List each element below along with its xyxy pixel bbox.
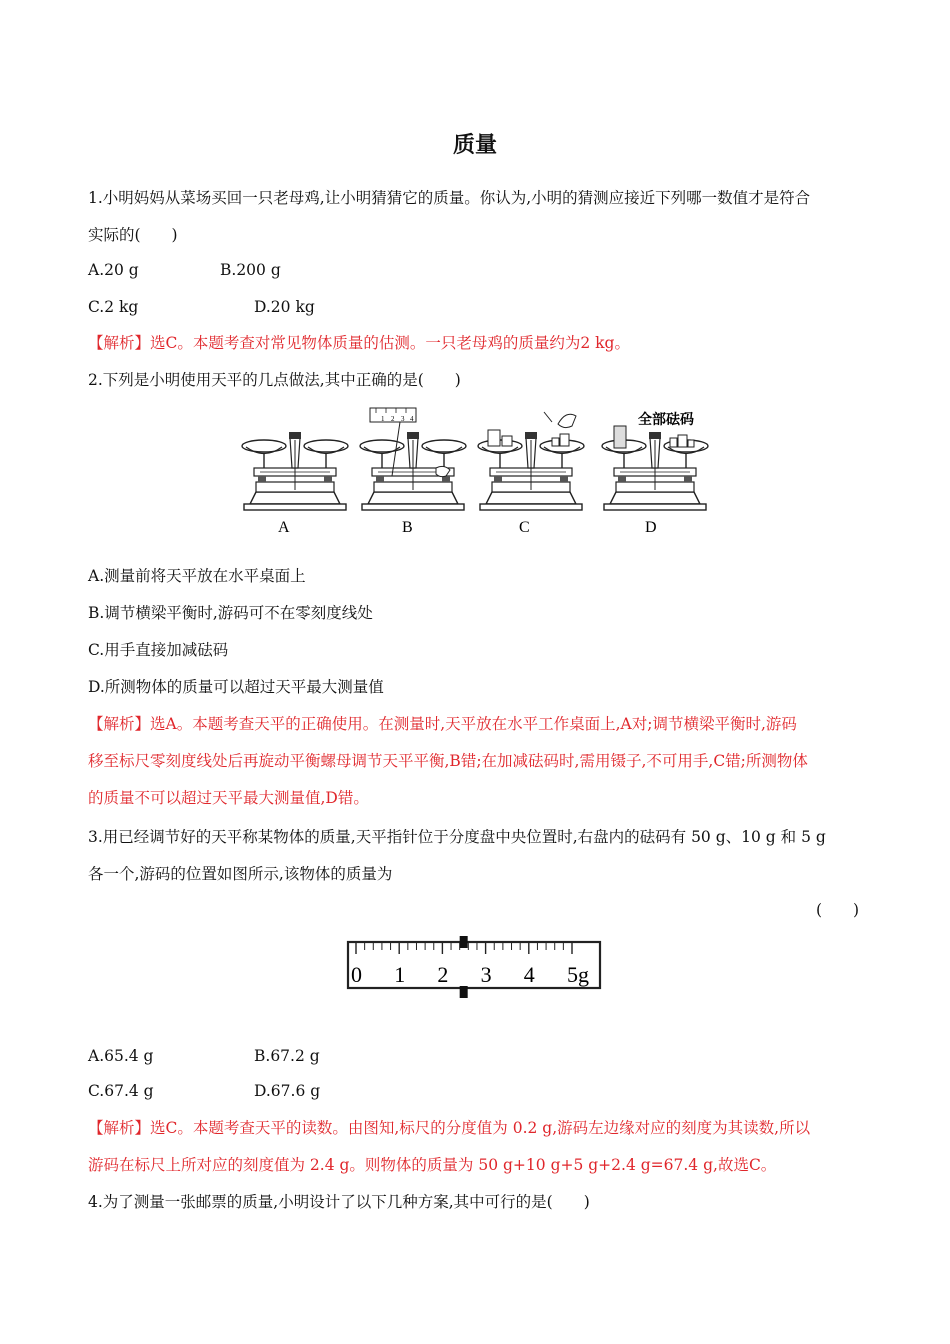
ruler-label-0: 0 [351,962,362,987]
q2-analysis-line2: 移至标尺零刻度线处后再旋动平衡螺母调节天平平衡,B错;在加减砝码时,需用镊子,不可用手,C错;所测物体 [88,752,808,770]
q3-answer-paren: ( ) [816,901,860,919]
ruler-label-1: 1 [394,962,406,987]
balance-figure [240,404,720,540]
q1-analysis: 【解析】选C。本题考查对常见物体质量的估测。一只老母鸡的质量约为2 kg。 [88,334,630,352]
ruler-label-3: 3 [480,962,492,987]
ruler-frame [348,942,600,988]
label-d: D [645,519,657,536]
q3-option-c: C.67.4 g [88,1082,154,1100]
q3-option-b: B.67.2 g [254,1047,320,1065]
rider-top [460,936,468,948]
q2-option-c: C.用手直接加减砝码 [88,641,229,659]
label-b: B [402,519,413,536]
q3-analysis-line2: 游码在标尺上所对应的刻度值为 2.4 g。则物体的质量为 50 g+10 g+5 g+2.4 g=67.4 g,故选C。 [88,1156,777,1174]
rider-bottom [460,986,468,998]
q3-option-d: D.67.6 g [254,1082,321,1100]
ruler-inset-tick-3: 3 [401,415,405,423]
ruler-label-2: 2 [437,962,449,987]
q2-option-d: D.所测物体的质量可以超过天平最大测量值 [88,678,384,696]
q3-stem-line2: 各一个,游码的位置如图所示,该物体的质量为 [88,865,393,883]
label-c: C [519,519,530,536]
ruler-inset-tick-4: 4 [410,415,414,423]
q2-option-b: B.调节横梁平衡时,游码可不在零刻度线处 [88,604,373,622]
q2-analysis-line3: 的质量不可以超过天平最大测量值,D错。 [88,789,369,807]
q3-analysis-line1: 【解析】选C。本题考查天平的读数。由图知,标尺的分度值为 0.2 g,游码左边缘对应的刻度为其读数,所以 [88,1119,811,1137]
balance-a [242,432,348,510]
label-a: A [278,519,290,536]
ruler-inset-tick-2: 2 [391,415,395,423]
q2-stem: 2.下列是小明使用天平的几点做法,其中正确的是( ) [88,371,461,389]
q3-stem-line1: 3.用已经调节好的天平称某物体的质量,天平指针位于分度盘中央位置时,右盘内的砝码有 50 g、10 g 和 5 g [88,828,826,846]
ruler-label-5: 5g [567,962,589,987]
ruler-inset-tick-1: 1 [381,415,385,423]
q2-option-a: A.测量前将天平放在水平桌面上 [88,567,306,585]
caption-all-weights: 全部砝码 [638,412,694,428]
q1-option-a: A.20 g [88,261,139,279]
page-title: 质量 [452,133,497,158]
q3-option-a: A.65.4 g [88,1047,154,1065]
q1-stem-line2: 实际的( ) [88,226,178,244]
balance-b [360,432,466,510]
q4-stem: 4.为了测量一张邮票的质量,小明设计了以下几种方案,其中可行的是( ) [88,1193,590,1211]
q2-analysis-line1: 【解析】选A。本题考查天平的正确使用。在测量时,天平放在水平工作桌面上,A对;调节横梁平衡时,游码 [88,715,797,733]
q1-option-d: D.20 kg [254,298,315,316]
q1-option-b: B.200 g [220,261,281,279]
ruler-label-4: 4 [523,962,535,987]
rider-ruler [340,936,610,1000]
q1-option-c: C.2 kg [88,298,139,316]
q1-stem-line1: 1.小明妈妈从菜场买回一只老母鸡,让小明猜猜它的质量。你认为,小明的猜测应接近下列哪一数值才是符合 [88,189,811,207]
